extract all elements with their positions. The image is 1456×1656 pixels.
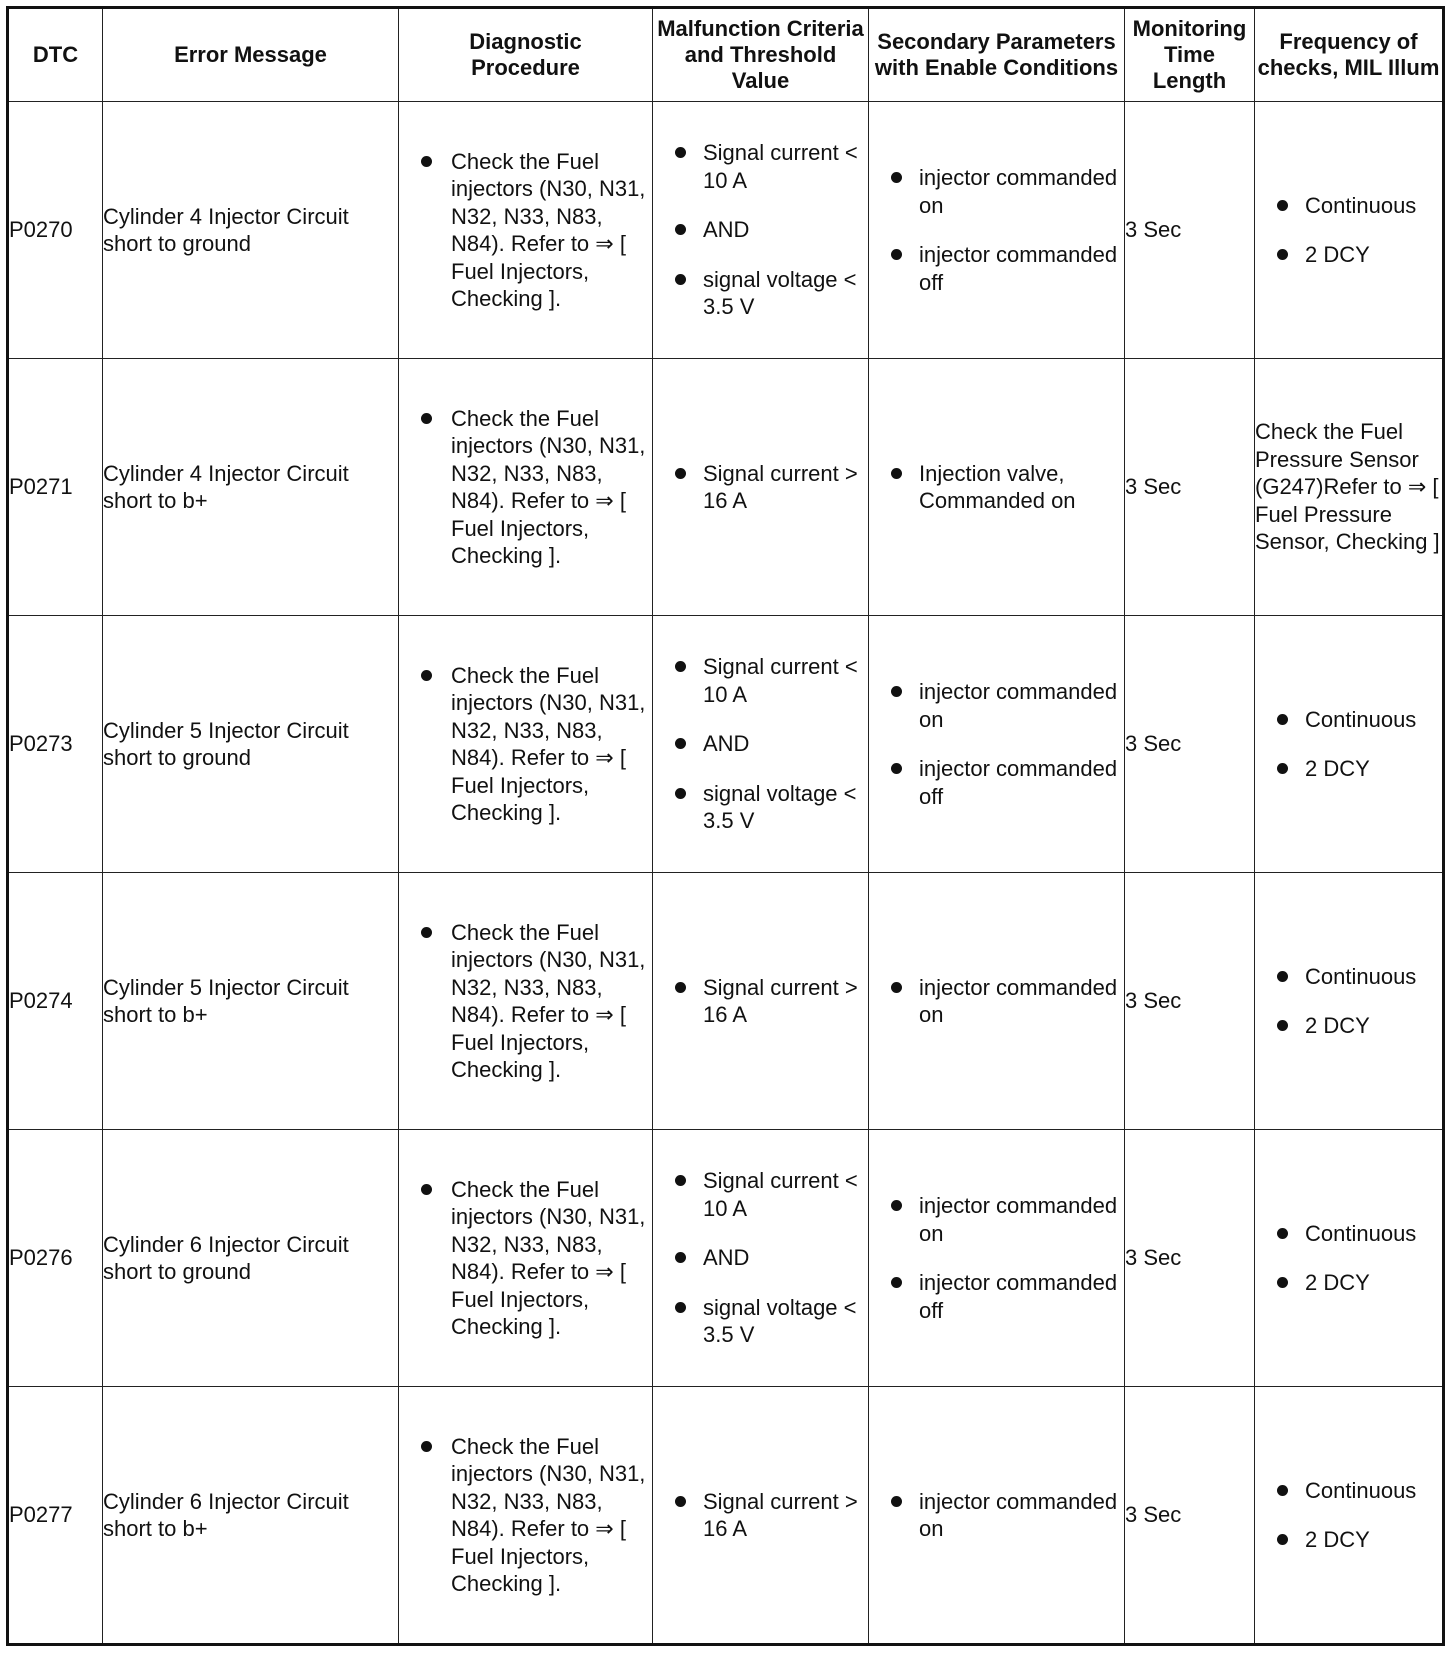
frequency-text: Continuous [1305,1220,1417,1246]
list-item [1255,755,1442,783]
frequency-text: 2 DCY [1305,756,1370,781]
criteria-text: AND [703,731,750,757]
criteria-text: Signal current > 16 A [703,1488,858,1541]
list-item [869,755,1124,810]
list-item [1255,1012,1442,1040]
monitoring-time: 3 Sec [1125,1387,1255,1645]
bullet-icon [1277,249,1288,260]
header-monitoring-time: Monitoring Time Length [1125,8,1255,102]
table-row [8,1130,1444,1387]
malfunction-criteria [653,1130,869,1387]
error-message: Cylinder 6 Injector Circuit short to ground [103,1130,399,1387]
list-item [653,216,868,244]
header-row [8,8,1444,102]
bullet-icon [1277,1277,1288,1288]
frequency-text: Continuous [1305,1477,1417,1503]
monitoring-time: 3 Sec [1125,873,1255,1130]
list-item [1255,706,1442,734]
dtc-code: P0270 [8,102,103,359]
list-item [653,1294,868,1349]
diagnostic-text: Check the Fuel injectors (N30, N31, N32, N33, N83, N84). Refer to ⇒ [ Fuel Injectors, Checking ]. [451,405,646,568]
bullet-icon [1277,763,1288,774]
diagnostic-procedure [399,1130,653,1387]
bullet-icon [891,763,902,774]
bullet-icon [675,468,686,479]
parameter-text: injector commanded on [919,165,1118,218]
criteria-text: signal voltage < 3.5 V [703,780,857,834]
list-item [399,148,652,313]
malfunction-criteria [653,1387,869,1645]
diagnostic-text: Check the Fuel injectors (N30, N31, N32, N33, N83, N84). Refer to ⇒ [ Fuel Injectors, Checking ]. [451,919,646,1082]
frequency-text: 2 DCY [1305,242,1370,267]
bullet-icon [421,1184,432,1195]
error-message: Cylinder 4 Injector Circuit short to b+ [103,359,399,616]
monitoring-time: 3 Sec [1125,1130,1255,1387]
bullet-icon [675,147,686,158]
list-item [1255,1220,1442,1248]
list-item [869,241,1124,296]
criteria-text: Signal current > 16 A [703,460,858,513]
bullet-icon [1277,1485,1288,1496]
list-item [399,919,652,1084]
bullet-icon [891,686,902,697]
header-diagnostic-procedure: Diagnostic Procedure [399,8,653,102]
list-item [869,974,1124,1029]
list-item [1255,1269,1442,1297]
list-item [869,678,1124,733]
parameter-text: injector commanded off [919,1270,1118,1323]
list-item [869,164,1124,219]
list-item [653,653,868,708]
bullet-icon [891,172,902,183]
diagnostic-text: Check the Fuel injectors (N30, N31, N32, N33, N83, N84). Refer to ⇒ [ Fuel Injectors, Checking ]. [451,1176,646,1339]
header-dtc: DTC [8,8,103,102]
bullet-icon [675,738,686,749]
frequency-text: 2 DCY [1305,1270,1370,1295]
bullet-icon [675,224,686,235]
secondary-parameters [869,1387,1125,1645]
criteria-text: Signal current < 10 A [703,1168,858,1221]
diagnostic-procedure [399,1387,653,1645]
bullet-icon [891,982,902,993]
error-message: Cylinder 4 Injector Circuit short to ground [103,102,399,359]
bullet-icon [1277,1020,1288,1031]
header-secondary-parameters: Secondary Parameters with Enable Conditions [869,8,1125,102]
bullet-icon [421,1441,432,1452]
list-item [653,460,868,515]
secondary-parameters [869,873,1125,1130]
header-malfunction-criteria: Malfunction Criteria and Threshold Value [653,8,869,102]
list-item [653,974,868,1029]
frequency-text: 2 DCY [1305,1013,1370,1038]
malfunction-criteria [653,359,869,616]
bullet-icon [1277,714,1288,725]
criteria-text: AND [703,217,750,243]
parameter-text: injector commanded off [919,242,1118,295]
list-item [399,1433,652,1598]
list-item [653,1244,868,1272]
bullet-icon [891,1200,902,1211]
malfunction-criteria [653,102,869,359]
diagnostic-procedure [399,873,653,1130]
list-item [653,1488,868,1543]
malfunction-criteria [653,873,869,1130]
list-item [869,1269,1124,1324]
parameter-text: injector commanded on [919,974,1118,1027]
bullet-icon [675,1252,686,1263]
frequency [1255,1130,1444,1387]
frequency [1255,873,1444,1130]
malfunction-criteria [653,616,869,873]
frequency [1255,616,1444,873]
list-item [653,266,868,321]
secondary-parameters [869,102,1125,359]
list-item [653,139,868,194]
list-item [653,730,868,758]
bullet-icon [675,982,686,993]
dtc-code: P0273 [8,616,103,873]
bullet-icon [675,1175,686,1186]
parameter-text: Injection valve, Commanded on [919,460,1076,513]
bullet-icon [675,661,686,672]
error-message: Cylinder 6 Injector Circuit short to b+ [103,1387,399,1645]
list-item [653,780,868,835]
list-item [399,662,652,827]
table-row [8,102,1444,359]
list-item [1255,241,1442,269]
error-message: Cylinder 5 Injector Circuit short to b+ [103,873,399,1130]
list-item [1255,1526,1442,1554]
frequency-text: Continuous [1305,963,1417,989]
criteria-text: Signal current > 16 A [703,974,858,1027]
bullet-icon [891,468,902,479]
list-item [1255,192,1442,220]
frequency-text: 2 DCY [1305,1527,1370,1552]
criteria-text: signal voltage < 3.5 V [703,1294,857,1348]
list-item [869,1192,1124,1247]
table-row [8,873,1444,1130]
frequency [1255,1387,1444,1645]
bullet-icon [675,788,686,799]
bullet-icon [1277,971,1288,982]
bullet-icon [1277,1534,1288,1545]
secondary-parameters [869,616,1125,873]
diagnostic-text: Check the Fuel injectors (N30, N31, N32, N33, N83, N84). Refer to ⇒ [ Fuel Injectors, Checking ]. [451,148,646,311]
parameter-text: injector commanded off [919,756,1118,809]
diagnostic-text: Check the Fuel injectors (N30, N31, N32, N33, N83, N84). Refer to ⇒ [ Fuel Injectors, Checking ]. [451,662,646,825]
criteria-text: Signal current < 10 A [703,654,858,707]
bullet-icon [891,1277,902,1288]
table-row [8,616,1444,873]
list-item [869,460,1124,515]
bullet-icon [421,156,432,167]
parameter-text: injector commanded on [919,1488,1118,1541]
list-item [653,1167,868,1222]
frequency-text: Continuous [1305,706,1417,732]
dtc-table-container [6,6,1442,1646]
criteria-text: signal voltage < 3.5 V [703,266,857,320]
secondary-parameters [869,359,1125,616]
table-row [8,359,1444,616]
criteria-text: Signal current < 10 A [703,140,858,193]
frequency [1255,102,1444,359]
dtc-table [6,6,1445,1646]
diagnostic-procedure [399,359,653,616]
dtc-code: P0274 [8,873,103,1130]
criteria-text: AND [703,1245,750,1271]
bullet-icon [675,1302,686,1313]
list-item [399,405,652,570]
bullet-icon [1277,1228,1288,1239]
list-item [869,1488,1124,1543]
diagnostic-text: Check the Fuel injectors (N30, N31, N32, N33, N83, N84). Refer to ⇒ [ Fuel Injectors, Checking ]. [451,1433,646,1596]
secondary-parameters [869,1130,1125,1387]
list-item [399,1176,652,1341]
bullet-icon [421,413,432,424]
bullet-icon [891,249,902,260]
table-row [8,1387,1444,1645]
monitoring-time: 3 Sec [1125,616,1255,873]
error-message: Cylinder 5 Injector Circuit short to ground [103,616,399,873]
header-error-message: Error Message [103,8,399,102]
list-item [1255,963,1442,991]
bullet-icon [675,1496,686,1507]
dtc-code: P0276 [8,1130,103,1387]
dtc-code: P0271 [8,359,103,616]
frequency: Check the Fuel Pressure Sensor (G247)Refer to ⇒ [ Fuel Pressure Sensor, Checking ] [1255,359,1444,616]
diagnostic-procedure [399,102,653,359]
dtc-code: P0277 [8,1387,103,1645]
bullet-icon [1277,200,1288,211]
list-item [1255,1477,1442,1505]
bullet-icon [421,927,432,938]
monitoring-time: 3 Sec [1125,102,1255,359]
monitoring-time: 3 Sec [1125,359,1255,616]
bullet-icon [675,274,686,285]
header-frequency: Frequency of checks, MIL Illum [1255,8,1444,102]
frequency-text: Continuous [1305,192,1417,218]
bullet-icon [421,670,432,681]
bullet-icon [891,1496,902,1507]
diagnostic-procedure [399,616,653,873]
parameter-text: injector commanded on [919,679,1118,732]
parameter-text: injector commanded on [919,1193,1118,1246]
